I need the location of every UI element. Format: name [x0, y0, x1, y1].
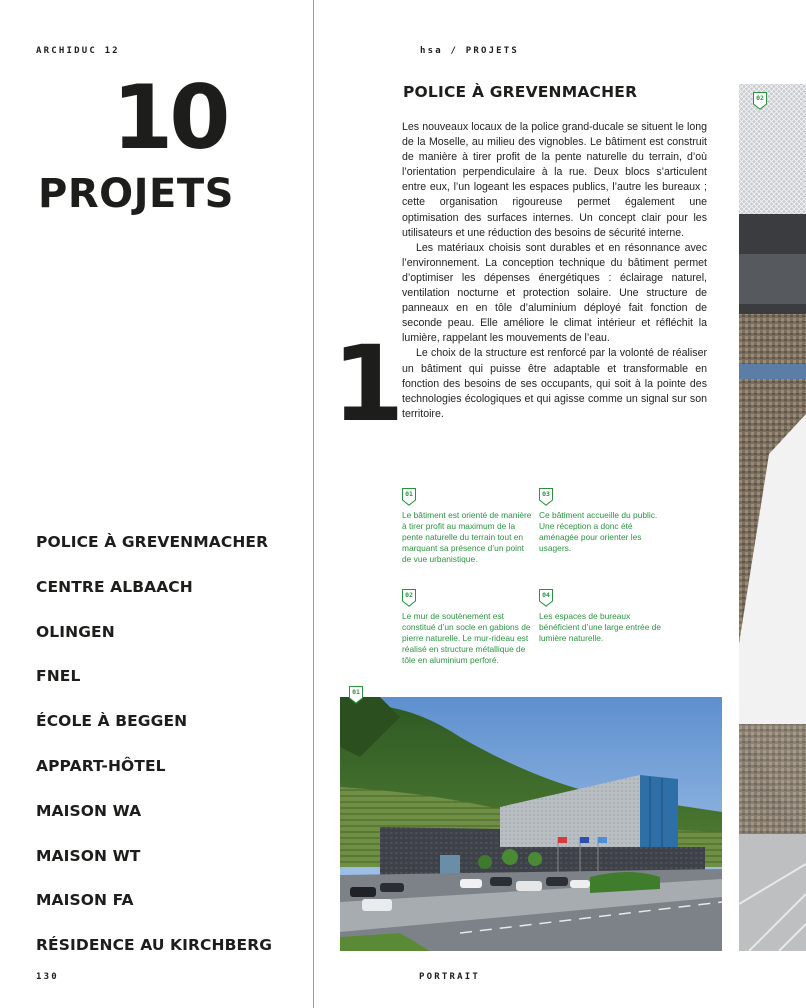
project-item: APPART-HÔTEL: [36, 756, 166, 775]
article-body: [402, 120, 707, 422]
note-badge-number: 03: [542, 490, 550, 498]
photo-badge-number: 01: [352, 688, 360, 696]
building-photo: [340, 697, 722, 951]
caption-note: [402, 488, 532, 565]
article-paragraph: Les nouveaux locaux de la police grand-ducale se situent le long de la Moselle, au milieu des vignobles. Le bâtiment est construit de manière à tirer profit de la pente naturelle du terrain, d’où l’orientation perpendiculaire à la rue. Deux blocs s’articulent entre eux, l’un logeant les espaces publics, l’autre les bureaux ; cette organisation rigoureuse permet également une optimisation des surfaces internes. Un concept clair pour les utilisateurs et une réduction des besoins de sécurité interne.: [402, 121, 707, 239]
note-badge-icon: [402, 589, 416, 607]
note-badge-icon: [402, 488, 416, 506]
note-badge-number: 02: [405, 591, 413, 599]
facade-illustration: [739, 84, 806, 951]
project-item: CENTRE ALBAACH: [36, 577, 193, 596]
project-list: [36, 532, 306, 980]
page-gutter-divider: [313, 0, 314, 1008]
photo-badge-icon: [753, 92, 767, 110]
projects-heading: PROJETS: [38, 171, 234, 217]
section-runner: hsa / PROJETS: [420, 46, 520, 56]
project-item: MAISON FA: [36, 891, 134, 910]
project-item: OLINGEN: [36, 622, 115, 641]
project-item: POLICE À GREVENMACHER: [36, 533, 269, 551]
article-paragraph: Le choix de la structure est renforcé par la volonté de réaliser un bâtiment qui puisse être adaptable et transformable en fonction des besoins de ses occupants, qui soit à la pointe des technologies écologiques et qui agisse comme un signal sur son territoire.: [402, 347, 707, 420]
note-badge-number: 04: [542, 591, 550, 599]
chapter-number: 1: [332, 323, 403, 445]
project-item: MAISON WT: [36, 846, 141, 865]
project-item: RÉSIDENCE AU KIRCHBERG: [36, 936, 273, 955]
article-title: POLICE À GREVENMACHER: [403, 83, 638, 101]
note-text: Le bâtiment est orienté de manière à tirer profit au maximum de la pente naturelle du terrain tout en marquant sa présence d’un point de vue urbanistique.: [402, 510, 532, 564]
section-footer: PORTRAIT: [419, 972, 480, 982]
caption-note: [402, 589, 532, 666]
note-text: Les espaces de bureaux bénéficient d’une large entrée de lumière naturelle.: [539, 611, 661, 643]
photo-badge-number: 02: [756, 94, 764, 102]
magazine-runner: ARCHIDUC 12: [36, 46, 120, 56]
police-building-illustration: [340, 697, 722, 951]
article-paragraph: Les matériaux choisis sont durables et en résonnance avec l’environnement. La conception technique du bâtiment permet d’optimiser les dépenses énergétiques : éclairage naturel, ventilation nocturne et protection solaire. Une structure de panneaux en en tôle d’aluminium déployé fait fonction de seconde peau. Elle améliore le climat intérieur et réfléchit la lumière, rappelant les mouvements de l’eau.: [402, 241, 707, 345]
note-text: Le mur de soutènement est constitué d’un socle en gabions de pierre naturelle. Le mur-rideau est réalisé en structure métallique de tôle en aluminium perforé.: [402, 611, 531, 665]
caption-note: [539, 589, 669, 644]
facade-photo: [739, 84, 806, 951]
note-text: Ce bâtiment accueille du public. Une réception a donc été aménagée pour orienter les usagers.: [539, 510, 658, 553]
project-item: ÉCOLE À BEGGEN: [36, 712, 188, 731]
projects-count: 10: [112, 66, 227, 169]
page-number: 130: [36, 972, 59, 982]
caption-note: [539, 488, 669, 554]
note-badge-icon: [539, 589, 553, 607]
project-item: FNEL: [36, 667, 81, 686]
note-badge-icon: [539, 488, 553, 506]
photo-badge-icon: [349, 686, 363, 704]
project-item: MAISON WA: [36, 801, 142, 820]
note-badge-number: 01: [405, 490, 413, 498]
